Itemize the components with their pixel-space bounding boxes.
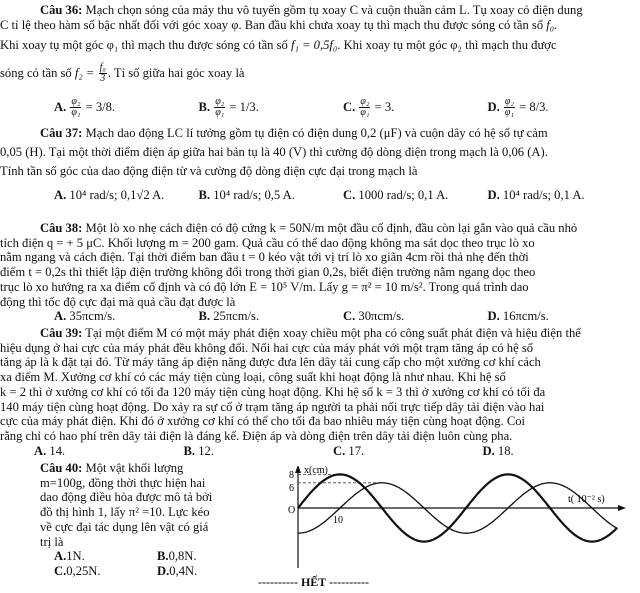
q39-label: Câu 39: (40, 326, 83, 340)
q39-line5: k = 2 thì ở xưởng cơ khí có tối đa 120 máy tiện cùng hoạt động. Khi hệ số k = 3 thì ở xưởng cơ khí có tối đa (0, 384, 546, 399)
q38-label: Câu 38: (40, 221, 83, 235)
q38-line2: tích điện q = + 5 μC. Khối lượng m = 200 gam. Quả cầu có thể dao động không ma sát dọc theo trục lò xo (0, 235, 535, 250)
q40-option-d[interactable]: D.0,4N. (157, 564, 198, 579)
q37-option-a[interactable]: A. 10⁴ rad/s; 0,1√2 A. (54, 187, 165, 202)
q39-option-d[interactable]: D. 18. (482, 443, 514, 458)
q38-option-c[interactable]: C. 30πcm/s. (343, 309, 405, 324)
question-40 (40, 461, 260, 579)
q39-option-b[interactable]: B. 12. (183, 443, 214, 458)
q36-line3b: . Khi xoay tụ một góc φ₂ thì mạch thu được (337, 37, 557, 52)
q40-line4: đồ thị hình 1, lấy π² =10. Lực kéo (40, 505, 210, 520)
q36-line4a: sóng có tần số (0, 65, 72, 80)
q40-line3: dao động điều hòa được mô tả bởi (40, 490, 213, 505)
q36-line1: Mạch chọn sóng của máy thu vô tuyến gồm tụ xoay C và cuộn thuần cảm L. Tụ xoay có điện dung (85, 3, 583, 17)
q36-line2: C tỉ lệ theo hàm số bậc nhất đối với góc xoay φ. Ban đầu khi chưa xoay tụ thì mạch thu được sóng có tần số (0, 17, 544, 32)
q40-options-row2 (54, 564, 260, 579)
q38-line1: Một lò xo nhẹ cách điện có độ cứng k = 50N/m một đầu cố định, đầu còn lại gắn vào quả cầu nhỏ (85, 221, 578, 235)
q36-option-d[interactable]: D. $\frac{\text{φ₂}}{\text{φ₁}}$ = 8/3. (487, 95, 549, 119)
q38-line4: điểm t = 0,2s thì thiết lập điện trường không đổi trong thời gian 0,2s, biết điện trường nằm ngang dọc theo (0, 265, 536, 280)
q37-line3: Tính tần số góc của dao động điện từ và cường độ dòng điện cực đại trong mạch là (0, 163, 418, 178)
q36-f2-frac: $\frac{\text{f₀}}{3}$ (99, 61, 106, 85)
q39-line2: hiệu dụng ở hai cực của máy phát đều không đổi. Nối hai cực của máy phát với một trạm tăng áp có hệ số (0, 340, 534, 355)
origin-label: O (288, 505, 296, 516)
q40-option-c[interactable]: C.0,25N. (54, 564, 101, 579)
q40-option-b[interactable]: B.0,8N. (157, 549, 197, 564)
question-36 (0, 3, 632, 119)
q36-options (54, 97, 632, 119)
q40-line6: trị là (40, 534, 64, 549)
oscillation-graph (268, 466, 628, 571)
q38-options (54, 309, 632, 324)
q36-line3a: Khi xoay tụ một góc φ₁ thì mạch thu được sóng có tần số (0, 37, 288, 52)
y-axis-arrow (295, 466, 301, 473)
q37-option-d[interactable]: D. 10⁴ rad/s; 0,1 A. (487, 187, 585, 202)
q40-line1: Một vật khối lượng (85, 461, 184, 475)
q40-option-a[interactable]: A.1N. (54, 549, 85, 564)
q39-option-c[interactable]: C. 17. (333, 443, 365, 458)
q38-option-a[interactable]: A. 35πcm/s. (54, 309, 116, 324)
question-37 (0, 126, 632, 202)
q39-line7: cực của máy phát điện. Khi đó ở xưởng cơ khí có thể cho tối đa bao nhiêu máy tiện cùng hoạt động. Coi (0, 414, 526, 429)
q37-line2: 0,05 (H). Tại một thời điểm điện áp giữa hai bản tụ là 40 (V) thì cường độ dòng điện trong mạch là 0,06 (A). (0, 144, 548, 159)
q39-line3: tăng áp là k đặt tại đó. Từ máy tăng áp điện năng được đưa lên dây tải cung cấp cho một xưởng cơ khí cách (0, 355, 541, 370)
q39-line6: 140 máy tiện cùng hoạt động. Do xảy ra sự cố ở trạm tăng áp người ta phải nối trực tiếp dây tải điện vào hai (0, 399, 545, 414)
question-38 (0, 221, 632, 324)
q38-line6: động thì tốc độ cực đại mà quả cầu đạt được là (0, 294, 236, 309)
q40-line5: về cực đại tác dụng lên vật có giá (40, 519, 209, 534)
q38-option-d[interactable]: D. 16πcm/s. (487, 309, 549, 324)
q40-options-row1 (54, 549, 260, 564)
q36-option-b[interactable]: B. $\frac{\text{φ₂}}{\text{φ₁}}$ = 1/3. (198, 95, 259, 119)
q38-option-b[interactable]: B. 25πcm/s. (198, 309, 260, 324)
q36-f2-lhs: f₂ = (74, 65, 95, 80)
question-39 (0, 326, 632, 459)
y-tick-8: 8 (289, 470, 294, 481)
q36-label: Câu 36: (40, 3, 83, 17)
q36-line4b: . Tỉ số giữa hai góc xoay là (107, 65, 245, 80)
x-axis-label: t( 10⁻² s) (568, 494, 605, 505)
q39-line8: rằng chỉ có hao phí trên dây tải điện là đáng kể. Điện áp và dòng điện trên dây tải điện luôn cùng pha. (0, 429, 513, 444)
q40-line2: m=100g, đồng thời thực hiện hai (40, 475, 206, 490)
q39-options (34, 444, 632, 459)
q36-f1: f₁ = 0,5f₀ (290, 37, 338, 52)
q37-line1: Mạch dao động LC lí tưởng gồm tụ điện có điện dung 0,2 (μF) và cuộn dây có hệ số tự cảm (85, 126, 548, 140)
q39-line4: xa điểm M. Xưởng cơ khí có các máy tiện cùng loại, công suất khi hoạt động là như nhau. Khi hệ số (0, 370, 506, 385)
x-tick-10: 10 (333, 515, 343, 526)
q37-option-b[interactable]: B. 10⁴ rad/s; 0,5 A. (198, 187, 295, 202)
y-axis-label: x(cm) (304, 466, 328, 476)
q36-option-a[interactable]: A. $\frac{\text{φ₂}}{\text{φ₁}}$ = 3/8. (54, 95, 116, 119)
end-marker: ---------- HẾT ---------- (258, 575, 370, 589)
y-tick-6: 6 (289, 483, 294, 494)
q37-option-c[interactable]: C. 1000 rad/s; 0,1 A. (343, 187, 449, 202)
q37-label: Câu 37: (40, 126, 83, 140)
q38-line5: trục lò xo hướng ra xa điểm cố định và có độ lớn E = 10⁵ V/m. Lấy g = π² = 10 m/s². Trong quá trình dao (0, 279, 529, 294)
q36-f0: f₀. (546, 17, 558, 32)
q37-options (54, 188, 632, 203)
q36-option-c[interactable]: C. $\frac{\text{φ₂}}{\text{φ₁}}$ = 3. (343, 95, 395, 119)
q38-line3: nằm ngang và cách điện. Tại thời điểm ban đầu t = 0 kéo vật tới vị trí lò xo giãn 4cm rồi thả nhẹ đến thời (0, 250, 529, 265)
q40-label: Câu 40: (40, 461, 83, 475)
x-axis-arrow (618, 505, 626, 511)
q39-option-a[interactable]: A. 14. (34, 443, 66, 458)
q39-line1: Tại một điểm M có một máy phát điện xoay chiều một pha có công suất phát điện và hiệu điện thế (85, 326, 581, 340)
